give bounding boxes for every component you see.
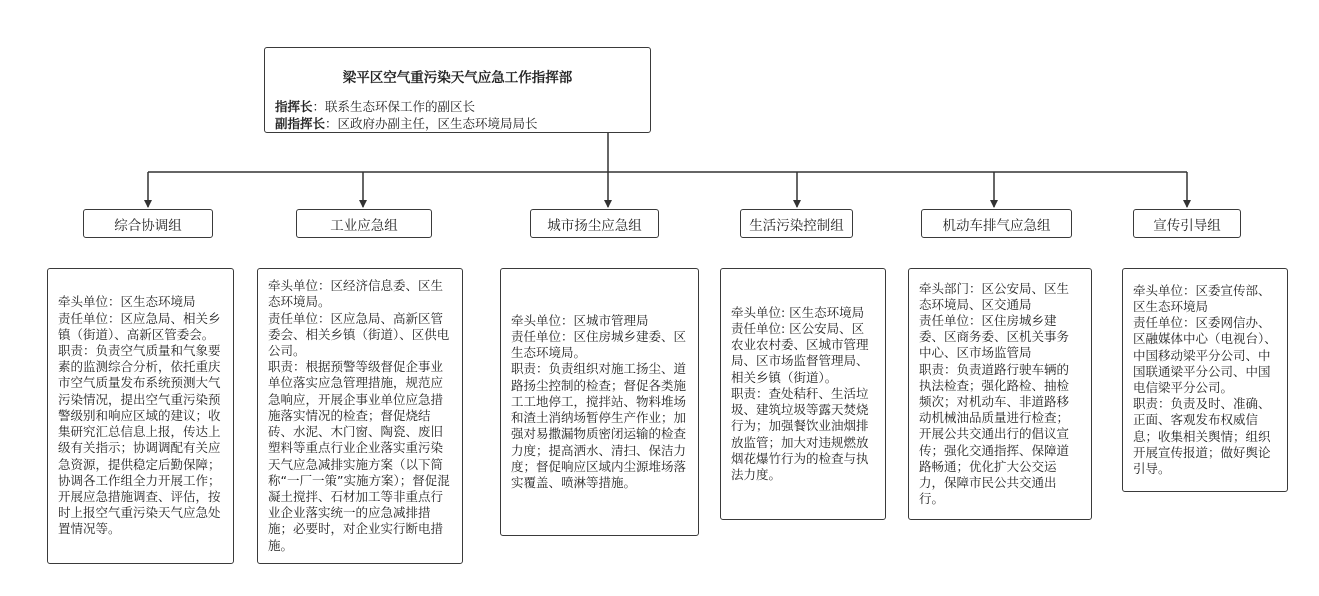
lead-unit-text: 牵头单位：区委宣传部、区生态环境局 xyxy=(1133,282,1271,314)
group-box-coordination xyxy=(83,209,213,238)
commander-line xyxy=(275,97,475,115)
headquarters-title: 梁平区空气重污染天气应急工作指挥部 xyxy=(342,70,573,86)
group-box-urban-dust xyxy=(530,209,659,238)
group-name: 综合协调组 xyxy=(114,217,182,234)
duty-text: 职责：根据预警等级督促企事业单位落实应急管理措施，规范应急响应，开展企事业单位应急措施落实情况的检查；督促烧结砖、水泥、木门窗、陶瓷、废旧塑料等重点行业企业落实重污染天气应急减排实施方案（以下简称“一厂一策”实施方案）；督促混凝土搅拌、石材加工等非重点行业企业落实统一的应急减排措施；必要时，对企业实行断电措施。 xyxy=(268,359,450,553)
lead-unit-text: 牵头部门：区公安局、区生态环境局、区交通局 xyxy=(919,280,1070,312)
duty-text: 职责：负责空气质量和气象要素的监测综合分析，依托重庆市空气质量发布系统预测大气污染情况，提出空气重污染预警级别和响应区域的建议；收集研究汇总信息上报，传达上级有关指示；协调调配有关应急资源，提供稳定后勤保障；协调各工作组全力开展工作；开展应急措施调查、评估，按时上报空气重污染天气应急处置情况等。 xyxy=(58,343,221,537)
commander-text: ：联系生态环保工作的副区长 xyxy=(312,99,476,114)
detail-box-domestic-pollution xyxy=(720,268,886,520)
commander-label: 指挥长 xyxy=(275,99,313,114)
deputy-commander-text: ：区政府办副主任，区生态环境局局长 xyxy=(325,116,538,131)
responsible-unit-text: 责任单位：区应急局、高新区管委会、相关乡镇（街道）、区供电公司。 xyxy=(268,310,450,359)
group-box-vehicle-emission xyxy=(921,209,1072,238)
duty-text: 职责：负责及时、准确、正面、客观发布权威信息；收集相关舆情；组织开展宣传报道；做好舆论引导。 xyxy=(1133,396,1271,477)
group-name: 生活污染控制组 xyxy=(749,217,844,234)
duty-text: 职责：查处秸秆、生活垃圾、建筑垃圾等露天焚烧行为；加强餐饮业油烟排放监管；加大对违规燃放烟花爆竹行为的检查与执法力度。 xyxy=(731,385,869,482)
deputy-commander-label: 副指挥长 xyxy=(275,116,326,131)
group-box-industry xyxy=(296,209,432,238)
detail-box-vehicle-emission xyxy=(908,268,1092,520)
responsible-unit-text: 责任单位：区应急局、相关乡镇（街道）、高新区管委会。 xyxy=(58,310,221,342)
responsible-unit-text: 责任单位：区住房城乡建委、区生态环境局。 xyxy=(511,329,687,361)
lead-unit-text: 牵头单位：区经济信息委、区生态环境局。 xyxy=(268,278,444,310)
duty-text: 职责：负责道路行驶车辆的执法检查；强化路检、抽检频次；对机动车、非道路移动机械油品质量进行检查；开展公共交通出行的倡议宣传；强化交通指挥、保障道路畅通；优化扩大公交运力，保障市民公共交通出行。 xyxy=(919,361,1070,507)
detail-box-publicity xyxy=(1122,268,1288,492)
group-name: 城市扬尘应急组 xyxy=(547,217,642,234)
group-name: 宣传引导组 xyxy=(1153,217,1221,234)
deputy-commander-line xyxy=(275,114,538,132)
group-box-domestic-pollution xyxy=(740,209,853,238)
responsible-unit-text: 责任单位：区委网信办、区融媒体中心（电视台）、中国移动梁平分公司、中国联通梁平分公司、中国电信梁平分公司。 xyxy=(1133,315,1277,395)
responsible-unit-text: 责任单位: 区公安局、区农业农村委、区城市管理局、区市场监督管理局、相关乡镇（街道）。 xyxy=(731,321,869,385)
lead-unit-text: 牵头单位: 区生态环境局 xyxy=(731,304,865,320)
lead-unit-text: 牵头单位：区城市管理局 xyxy=(511,312,649,328)
group-name: 机动车排气应急组 xyxy=(942,217,1051,234)
duty-text: 职责：负责组织对施工扬尘、道路扬尘控制的检查；督促各类施工工地停工，搅拌站、物料堆场和渣土消纳场暂停生产作业；加强对易撒漏物质密闭运输的检查力度；提高洒水、清扫、保洁力度；督促响应区域内尘源堆场落实覆盖、喷淋等措施。 xyxy=(511,361,687,490)
group-name: 工业应急组 xyxy=(330,217,398,234)
responsible-unit-text: 责任单位：区住房城乡建委、区商务委、区机关事务中心、区市场监管局 xyxy=(919,312,1070,361)
detail-box-industry xyxy=(257,268,463,564)
detail-box-urban-dust xyxy=(500,268,699,536)
detail-box-coordination xyxy=(47,268,234,564)
command-headquarters-box xyxy=(264,47,651,133)
lead-unit-text: 牵头单位：区生态环境局 xyxy=(58,294,196,310)
group-box-publicity xyxy=(1133,209,1241,238)
